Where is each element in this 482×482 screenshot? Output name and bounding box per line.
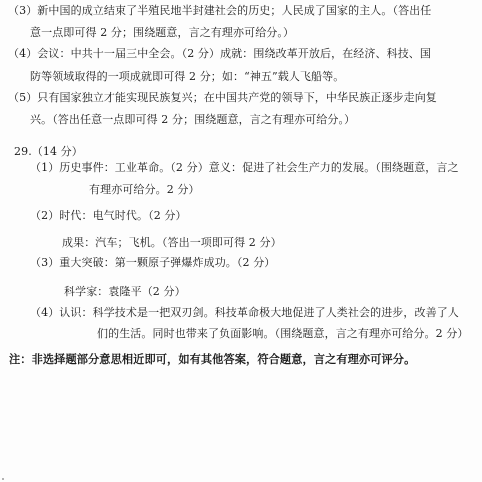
q29-answer-1-line-1: （1）历史事件：工业革命。（2 分）意义：促进了社会生产力的发展。（围绕题意，言之	[30, 161, 459, 174]
scan-speck	[2, 478, 4, 480]
q29-answer-3-line-1: （3）重大突破：第一颗原子弹爆炸成功。（2 分）	[30, 256, 276, 269]
q29-answer-4-line-2: 们的生活。同时也带来了负面影响。（围绕题意，言之有理亦可给分。2 分）	[97, 327, 469, 340]
answer-3-line-1: （3）新中国的成立结束了半殖民地半封建社会的历史；人民成了国家的主人。（答出任	[8, 4, 432, 17]
q29-answer-3-line-2: 科学家：袁隆平（2 分）	[64, 285, 186, 298]
answer-4-line-1: （4）会议：中共十一届三中全会。（2 分）成就：围绕改革开放后，在经济、科技、国	[8, 47, 431, 60]
grading-note: 注：非选择题部分意思相近即可，如有其他答案，符合题意，言之有理亦可评分。	[9, 352, 416, 366]
q29-answer-4-line-1: （4）认识：科学技术是一把双刃剑。科技革命极大地促进了人类社会的进步，改善了人	[30, 306, 459, 319]
q29-answer-2-line-2: 成果：汽车；飞机。（答出一项即可得 2 分）	[62, 236, 282, 249]
q29-answer-2-line-1: （2）时代：电气时代。（2 分）	[30, 209, 187, 222]
q29-answer-1-line-2: 有理亦可给分。2 分）	[89, 183, 200, 196]
answer-3-line-2: 意一点即可得 2 分；围绕题意，言之有理亦可给分。）	[30, 26, 295, 39]
answer-5-line-1: （5）只有国家独立才能实现民族复兴；在中国共产党的领导下，中华民族正逐步走向复	[8, 91, 437, 104]
answer-4-line-2: 防等领域取得的一项成就即可得 2 分；如：“神五”载人飞船等。	[30, 70, 345, 83]
question-29-header: 29.（14 分）	[14, 145, 83, 158]
answer-5-line-2: 兴。（答出任意一点即可得 2 分；围绕题意，言之有理亦可给分。）	[30, 113, 356, 126]
